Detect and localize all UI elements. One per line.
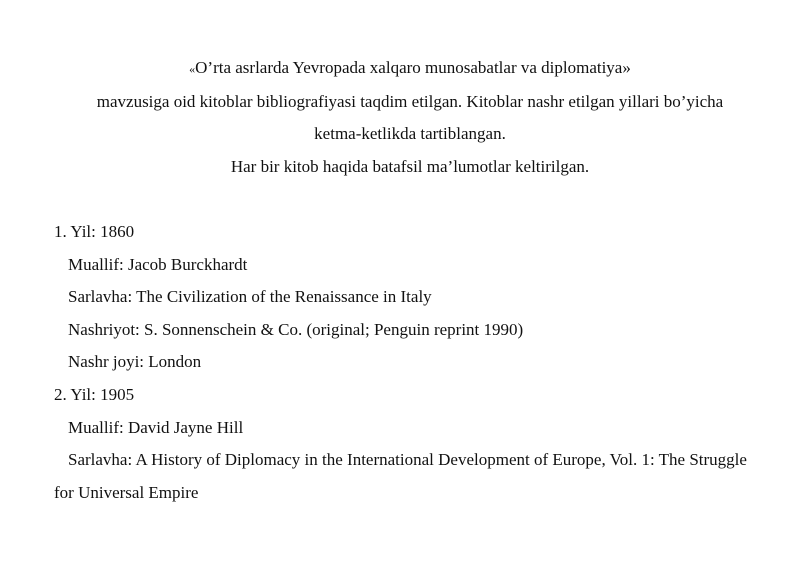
bibliography-entry-1: [54, 216, 766, 379]
entry-year: Yil: 1860: [70, 221, 135, 241]
entry-year: Yil: 1905: [70, 384, 135, 404]
entry-heading: [54, 216, 766, 249]
quote-open: «: [189, 62, 196, 76]
quote-close: »: [622, 58, 631, 77]
entry-title: Sarlavha: The Civilization of the Renaissance in Italy: [68, 287, 432, 307]
entry-number: 1.: [54, 221, 67, 241]
entry-author: Muallif: Jacob Burckhardt: [68, 254, 248, 274]
intro-line-2: mavzusiga oid kitoblar bibliografiyasi taqdim etilgan. Kitoblar nashr etilgan yillari bo’yicha: [96, 91, 724, 111]
intro-line-4: Har bir kitob haqida batafsil ma’lumotlar keltirilgan.: [230, 156, 590, 176]
topic-title: O’rta asrlarda Yevropada xalqaro munosabatlar va diplomatiya: [195, 58, 623, 77]
entry-place: Nashr joyi: London: [68, 352, 202, 372]
intro-line-1: [54, 52, 766, 86]
entry-publisher: Nashriyot: S. Sonnenschein & Co. (original; Penguin reprint 1990): [68, 319, 524, 339]
intro-line-3: ketma-ketlikda tartiblangan.: [314, 124, 506, 144]
entry-title: Sarlavha: A History of Diplomacy in the International Development of Europe, Vol. 1: The Struggle for Universal Empire: [54, 450, 747, 502]
entry-number: 2.: [54, 384, 67, 404]
document-page: [54, 52, 766, 509]
entry-author: Muallif: David Jayne Hill: [68, 417, 244, 437]
intro-paragraph: [54, 52, 766, 183]
bibliography-entry-2: [54, 379, 766, 509]
entry-heading: [54, 379, 766, 412]
